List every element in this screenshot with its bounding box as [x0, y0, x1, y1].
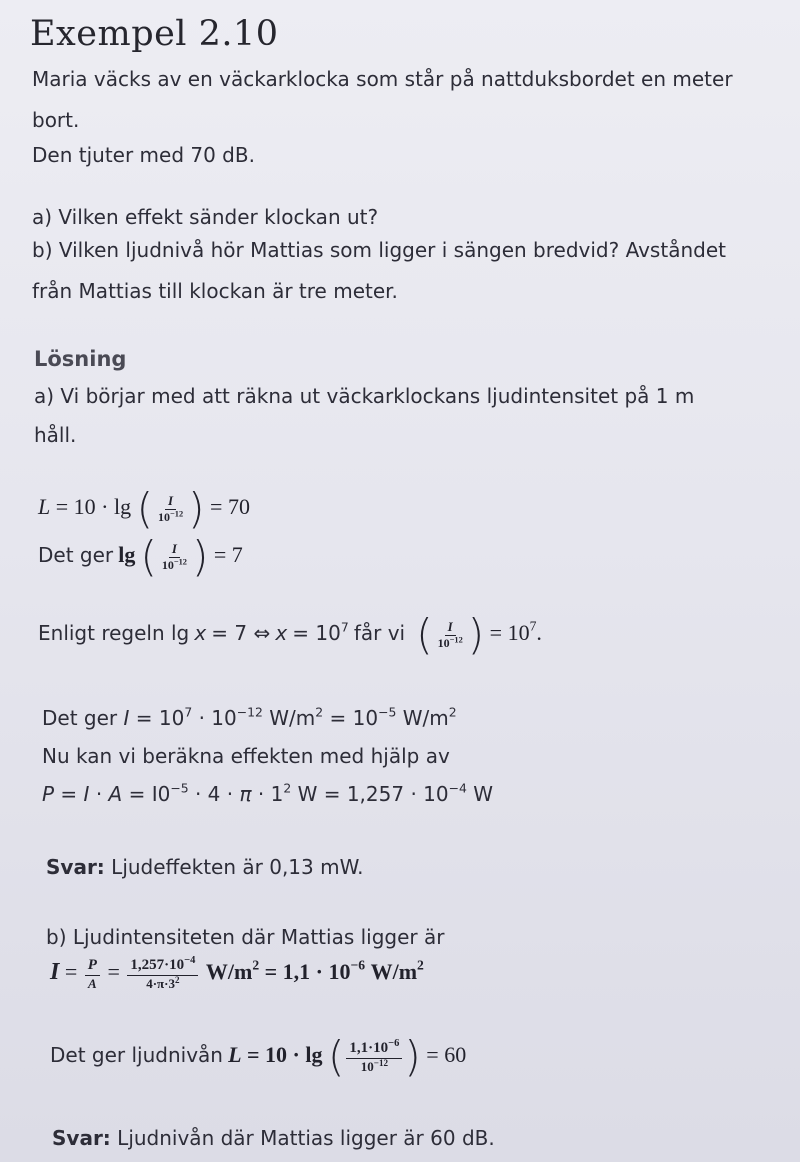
question-b-line-2: från Mattias till klockan är tre meter. [32, 279, 398, 303]
fraction-I-over-ref [155, 494, 186, 523]
problem-line-1: Maria väcks av en väckarklocka som står på nattduksbordet en meter [32, 67, 733, 91]
question-b-line-1: b) Vilken ljudnivå hör Mattias som ligger i sängen bredvid? Avståndet [32, 238, 726, 262]
solution-a-intro-2: håll. [34, 423, 77, 447]
power-equation: $P = I \cdot A = I0^{-5} \cdot 4 \cdot \pi \cdot 1^2$ $W = 1,257 \cdot 10^{-4}$ W [42, 780, 494, 806]
example-title: Exempel 2.10 [30, 14, 279, 54]
fraction-I-over-ref: $\frac{I}{10^{-12}}$ [161, 541, 187, 573]
left-paren: ( [416, 610, 433, 659]
problem-line-2: bort. [32, 108, 80, 132]
lg-operator: lg [118, 542, 136, 568]
equation-mid: = 10 · lg [55, 494, 132, 520]
answer-b [52, 1128, 495, 1148]
solution-heading: Lösning [34, 347, 127, 371]
left-paren: ( [136, 484, 153, 533]
fraction-numerator: I [165, 494, 176, 510]
answer-label: Svar: [46, 855, 105, 879]
answer-text: Ljudeffekten är 0,13 mW. [111, 855, 364, 879]
det-ger-text: Det ger [38, 543, 114, 568]
fraction-intensity-ratio: $\frac{1,1\cdot 10^{-6}}{10^{-12}}$ [346, 1041, 402, 1073]
problem-line-3: Den tjuter med 70 dB. [32, 143, 255, 167]
equation-rhs: = 7 [213, 542, 243, 568]
right-paren: ) [404, 1032, 421, 1081]
right-paren: ) [188, 484, 205, 533]
equation-sound-level [38, 484, 250, 533]
left-paren: ( [140, 532, 157, 581]
intensity-line: Det ger $I = 10^7 \cdot 10^{-12}$ $W/m^2 = 10^{-5}$ $W/m^2$ [42, 704, 457, 730]
fraction-power-over-area: $\frac{1,257\cdot 10^{-4}}{4\cdot\pi\cdot 3^2}$ [127, 958, 198, 990]
right-paren: ) [192, 532, 209, 581]
solution-b-intro: b) Ljudintensiteten där Mattias ligger är [46, 925, 445, 949]
fraction-I-over-ref: $\frac{I}{10^{-12}}$ [437, 619, 463, 651]
fraction-P-over-A: $\frac{P}{A}$ [85, 958, 100, 990]
equation-rhs: = 70 [210, 494, 250, 520]
answer-text: Ljudnivån där Mattias ligger är 60 dB. [117, 1126, 495, 1150]
answer-a [46, 857, 363, 877]
left-paren: ( [328, 1032, 345, 1081]
fraction-denominator: $10^{-12}$ [158, 509, 184, 525]
equation-level-b: Det ger ljudnivån L = 10 · lg ( $\frac{1,1\cdot 10^{-6}}{10^{-12}}$ ) = 60 [50, 1032, 467, 1081]
question-a: a) Vilken effekt sänder klockan ut? [32, 205, 379, 229]
equation-lg-result [38, 532, 243, 581]
solution-a-intro-1: a) Vi börjar med att räkna ut väckarklockans ljudintensitet på 1 m [34, 384, 695, 408]
rule-line: Enligt regeln lg x = 7 ⇔ $x = 10^7$ får vi ( $\frac{I}{10^{-12}}$ ) = $10^7$. [38, 610, 542, 659]
equation-intensity-b: I = $\frac{P}{A}$ = $\frac{1,257\cdot 10^{-4}}{4\cdot\pi\cdot 3^2}$ $W/m^2 = 1,1 \cdot 10^{-6}$ $W/m^2$ [50, 955, 424, 991]
right-paren: ) [467, 610, 485, 659]
variable-L: L [38, 494, 51, 520]
answer-label: Svar: [52, 1126, 111, 1150]
effect-intro: Nu kan vi beräkna effekten med hjälp av [42, 744, 450, 768]
